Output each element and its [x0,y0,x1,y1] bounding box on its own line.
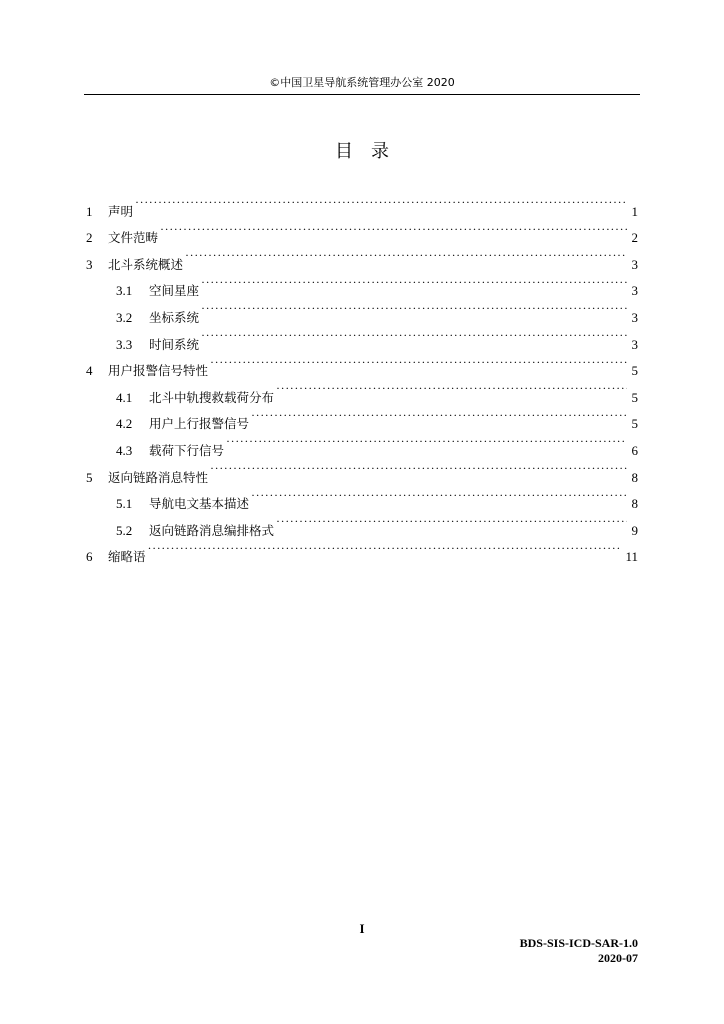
toc-entry-number: 6 [86,549,93,565]
toc-entry-label: 空间星座 [149,283,200,299]
header-rule [84,94,640,95]
toc-entry-label: 用户报警信号特性 [108,363,209,379]
toc-entry-number: 4.1 [116,389,133,405]
toc-entry-label: 声明 [108,203,134,219]
document-date: 2020-07 [598,951,638,965]
toc-entry-label: 坐标系统 [149,309,200,325]
toc-dot-leader [251,402,627,429]
toc-dot-leader [276,375,627,402]
toc-entry-label: 北斗中轨搜救载荷分布 [149,389,275,405]
toc-entry-number: 3.2 [116,309,133,325]
toc-dot-leader [276,508,627,535]
toc-entry-number: 4.2 [116,416,133,432]
toc-dot-leader [148,535,623,562]
toc-entry-label: 缩略语 [108,549,146,565]
toc-entry-page: 11 [625,549,638,565]
toc-entry-number: 5 [86,469,93,485]
toc-entry-label: 时间系统 [149,336,200,352]
toc-entry-page: 5 [631,416,638,432]
toc-entry-number: 5.2 [116,522,133,538]
toc-dot-leader [226,428,627,455]
toc-entry-number: 3 [86,256,93,272]
toc-entry-page: 3 [631,256,638,272]
toc-dot-leader [185,242,627,269]
table-of-contents [86,189,638,565]
toc-entry-page: 5 [631,389,638,405]
toc-dot-leader [160,216,627,243]
toc-dot-leader [210,349,627,376]
toc-entry-label: 北斗系统概述 [108,256,184,272]
toc-entry-page: 8 [631,469,638,485]
page-number: I [359,921,365,936]
toc-entry-page: 6 [631,442,638,458]
toc-entry-number: 2 [86,230,93,246]
toc-entry-number: 1 [86,203,93,219]
toc-dot-leader [135,189,627,216]
toc-entry-number: 3.3 [116,336,133,352]
toc-entry-page: 8 [631,496,638,512]
toc-entry-number: 3.1 [116,283,133,299]
toc-entry-page: 1 [631,203,638,219]
toc-entry-page: 9 [631,522,638,538]
toc-entry[interactable] [86,216,638,246]
toc-dot-leader [251,482,627,509]
toc-dot-leader [201,322,627,349]
toc-dot-leader [201,269,627,296]
toc-title: 目录 [335,141,407,162]
toc-dot-leader [210,455,627,482]
document-code-block [520,936,638,966]
toc-entry-page: 5 [631,363,638,379]
toc-entry-page: 3 [631,309,638,325]
toc-entry-label: 文件范畴 [108,230,159,246]
toc-entry-label: 返向链路消息特性 [108,469,209,485]
toc-entry-number: 4.3 [116,442,133,458]
toc-entry-label: 返向链路消息编排格式 [149,522,275,538]
toc-entry[interactable] [86,189,638,219]
toc-entry-label: 用户上行报警信号 [149,416,250,432]
toc-entry-number: 4 [86,363,93,379]
toc-entry-page: 2 [631,230,638,246]
toc-dot-leader [201,295,627,322]
toc-entry-page: 3 [631,336,638,352]
toc-entry[interactable] [86,535,638,565]
running-header: ©中国卫星导航系统管理办公室 2020 [269,76,455,89]
document-code: BDS-SIS-ICD-SAR-1.0 [519,936,638,950]
toc-entry-number: 5.1 [116,496,133,512]
toc-entry-label: 导航电文基本描述 [149,496,250,512]
toc-entry-page: 3 [631,283,638,299]
toc-entry-label: 载荷下行信号 [149,442,225,458]
toc-entry[interactable] [86,242,638,272]
